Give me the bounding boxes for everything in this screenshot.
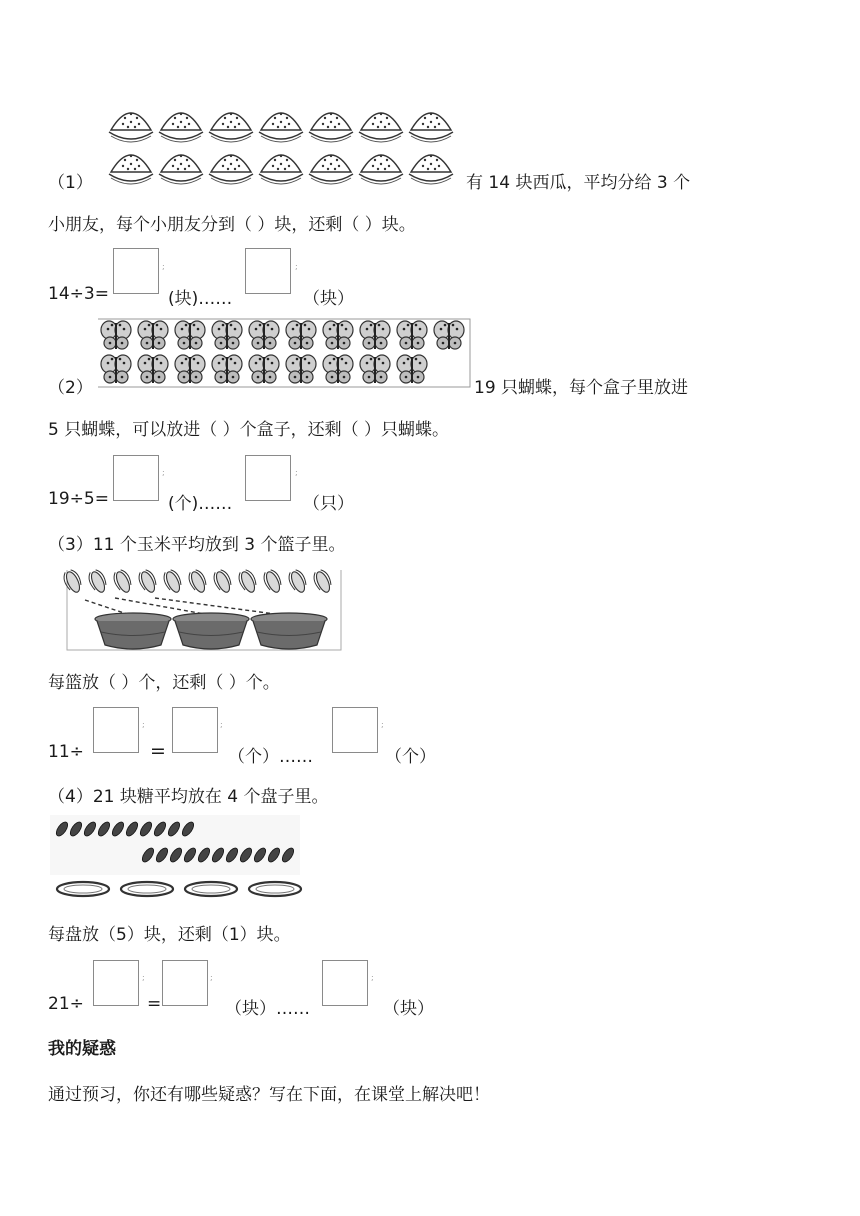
section-heading: 我的疑惑 <box>48 1039 116 1059</box>
corn-icon <box>211 568 234 595</box>
watermelon-icon <box>259 155 303 184</box>
q1-equation-prefix: 14÷3= <box>48 284 109 304</box>
q4-equals: = <box>147 994 162 1014</box>
q4-answer-box-quotient[interactable] <box>162 960 208 1006</box>
q3-equals: = <box>150 740 166 762</box>
watermelon-icon <box>309 113 353 142</box>
corn-icon <box>136 568 159 595</box>
butterfly-icon <box>323 355 353 383</box>
box-mark: ; <box>162 468 165 477</box>
q3-text-b: 每篮放（ ）个，还剩（ ）个。 <box>48 673 280 693</box>
plate-icon <box>57 882 109 896</box>
q3-unit-1: （个）…… <box>228 747 313 767</box>
watermelon-icon <box>159 113 203 142</box>
box-mark: ; <box>210 973 213 982</box>
q2-unit-2: （只） <box>303 494 354 514</box>
q3-answer-box-quotient[interactable] <box>172 707 218 753</box>
q2-unit-1: (个)…… <box>168 494 233 514</box>
q1-text-a: 有 14 块西瓜，平均分给 3 个 <box>466 173 691 193</box>
butterfly-group <box>98 317 473 389</box>
q4-title: （4）21 块糖平均放在 4 个盘子里。 <box>48 787 329 807</box>
watermelon-icon <box>159 155 203 184</box>
q2-answer-box-quotient[interactable] <box>113 455 159 501</box>
plate-icon <box>185 882 237 896</box>
corn-icon <box>261 568 284 595</box>
butterfly-icon <box>397 321 427 349</box>
butterfly-icon <box>212 355 242 383</box>
corn-icon <box>161 568 184 595</box>
butterfly-icon <box>360 321 390 349</box>
plate-icon <box>121 882 173 896</box>
q2-equation-prefix: 19÷5= <box>48 489 109 509</box>
watermelon-icon <box>409 155 453 184</box>
watermelon-icon <box>359 113 403 142</box>
butterfly-icon <box>175 321 205 349</box>
q4-answer-box-divisor[interactable] <box>93 960 139 1006</box>
corn-basket-illustration <box>45 560 345 652</box>
watermelon-icon <box>309 155 353 184</box>
basket-icon <box>95 613 171 649</box>
basket-icon <box>173 613 249 649</box>
corn-icon <box>86 568 109 595</box>
section-prompt: 通过预习，你还有哪些疑惑？写在下面，在课堂上解决吧！ <box>48 1085 490 1105</box>
butterfly-icon <box>286 355 316 383</box>
q1-text-b: 小朋友，每个小朋友分到（ ）块，还剩（ ）块。 <box>48 215 416 235</box>
corn-icon <box>61 568 84 595</box>
basket-icon <box>251 613 327 649</box>
plate-icon <box>249 882 301 896</box>
q3-title: （3）11 个玉米平均放到 3 个篮子里。 <box>48 535 346 555</box>
box-mark: ; <box>162 262 165 271</box>
q3-answer-box-remainder[interactable] <box>332 707 378 753</box>
butterfly-icon <box>323 321 353 349</box>
q4-answer-box-remainder[interactable] <box>322 960 368 1006</box>
box-mark: ; <box>220 720 223 729</box>
watermelon-icon <box>409 113 453 142</box>
q3-equation-prefix: 11÷ <box>48 742 84 762</box>
watermelon-icon <box>359 155 403 184</box>
candy-plate-illustration <box>50 815 310 905</box>
butterfly-icon <box>138 355 168 383</box>
q4-equation-prefix: 21÷ <box>48 994 84 1014</box>
q1-answer-box-quotient[interactable] <box>113 248 159 294</box>
watermelon-icon <box>109 113 153 142</box>
corn-icon <box>186 568 209 595</box>
butterfly-icon <box>249 321 279 349</box>
watermelon-icon <box>209 113 253 142</box>
box-mark: ; <box>371 973 374 982</box>
watermelon-icon <box>259 113 303 142</box>
corn-icon <box>286 568 309 595</box>
box-mark: ; <box>295 262 298 271</box>
q4-text-b: 每盘放（5）块，还剩（1）块。 <box>48 925 291 945</box>
q4-unit-2: （块） <box>383 999 434 1019</box>
q2-answer-box-remainder[interactable] <box>245 455 291 501</box>
q2-text-b: 5 只蝴蝶，可以放进（ ）个盒子，还剩（ ）只蝴蝶。 <box>48 420 450 440</box>
q2-label: （2） <box>48 378 93 398</box>
q1-unit-1: (块)…… <box>168 289 233 309</box>
q1-unit-2: （块） <box>303 289 354 309</box>
q2-text-a: 19 只蝴蝶，每个盒子里放进 <box>474 378 689 398</box>
butterfly-icon <box>101 355 131 383</box>
butterfly-icon <box>138 321 168 349</box>
box-mark: ; <box>142 720 145 729</box>
box-mark: ; <box>381 720 384 729</box>
butterfly-icon <box>212 321 242 349</box>
corn-icon <box>111 568 134 595</box>
corn-icon <box>311 568 334 595</box>
butterfly-icon <box>286 321 316 349</box>
q4-unit-1: （块）…… <box>225 999 310 1019</box>
butterfly-icon <box>360 355 390 383</box>
butterfly-icon <box>175 355 205 383</box>
corn-icon <box>236 568 259 595</box>
butterfly-icon <box>397 355 427 383</box>
butterfly-icon <box>249 355 279 383</box>
q1-answer-box-remainder[interactable] <box>245 248 291 294</box>
watermelon-icon <box>109 155 153 184</box>
q3-unit-2: （个） <box>385 747 436 767</box>
q1-label: （1） <box>48 173 93 193</box>
q3-answer-box-divisor[interactable] <box>93 707 139 753</box>
butterfly-icon <box>101 321 131 349</box>
box-mark: ; <box>142 973 145 982</box>
watermelon-group <box>105 100 465 190</box>
box-mark: ; <box>295 468 298 477</box>
butterfly-icon <box>434 321 464 349</box>
watermelon-icon <box>209 155 253 184</box>
